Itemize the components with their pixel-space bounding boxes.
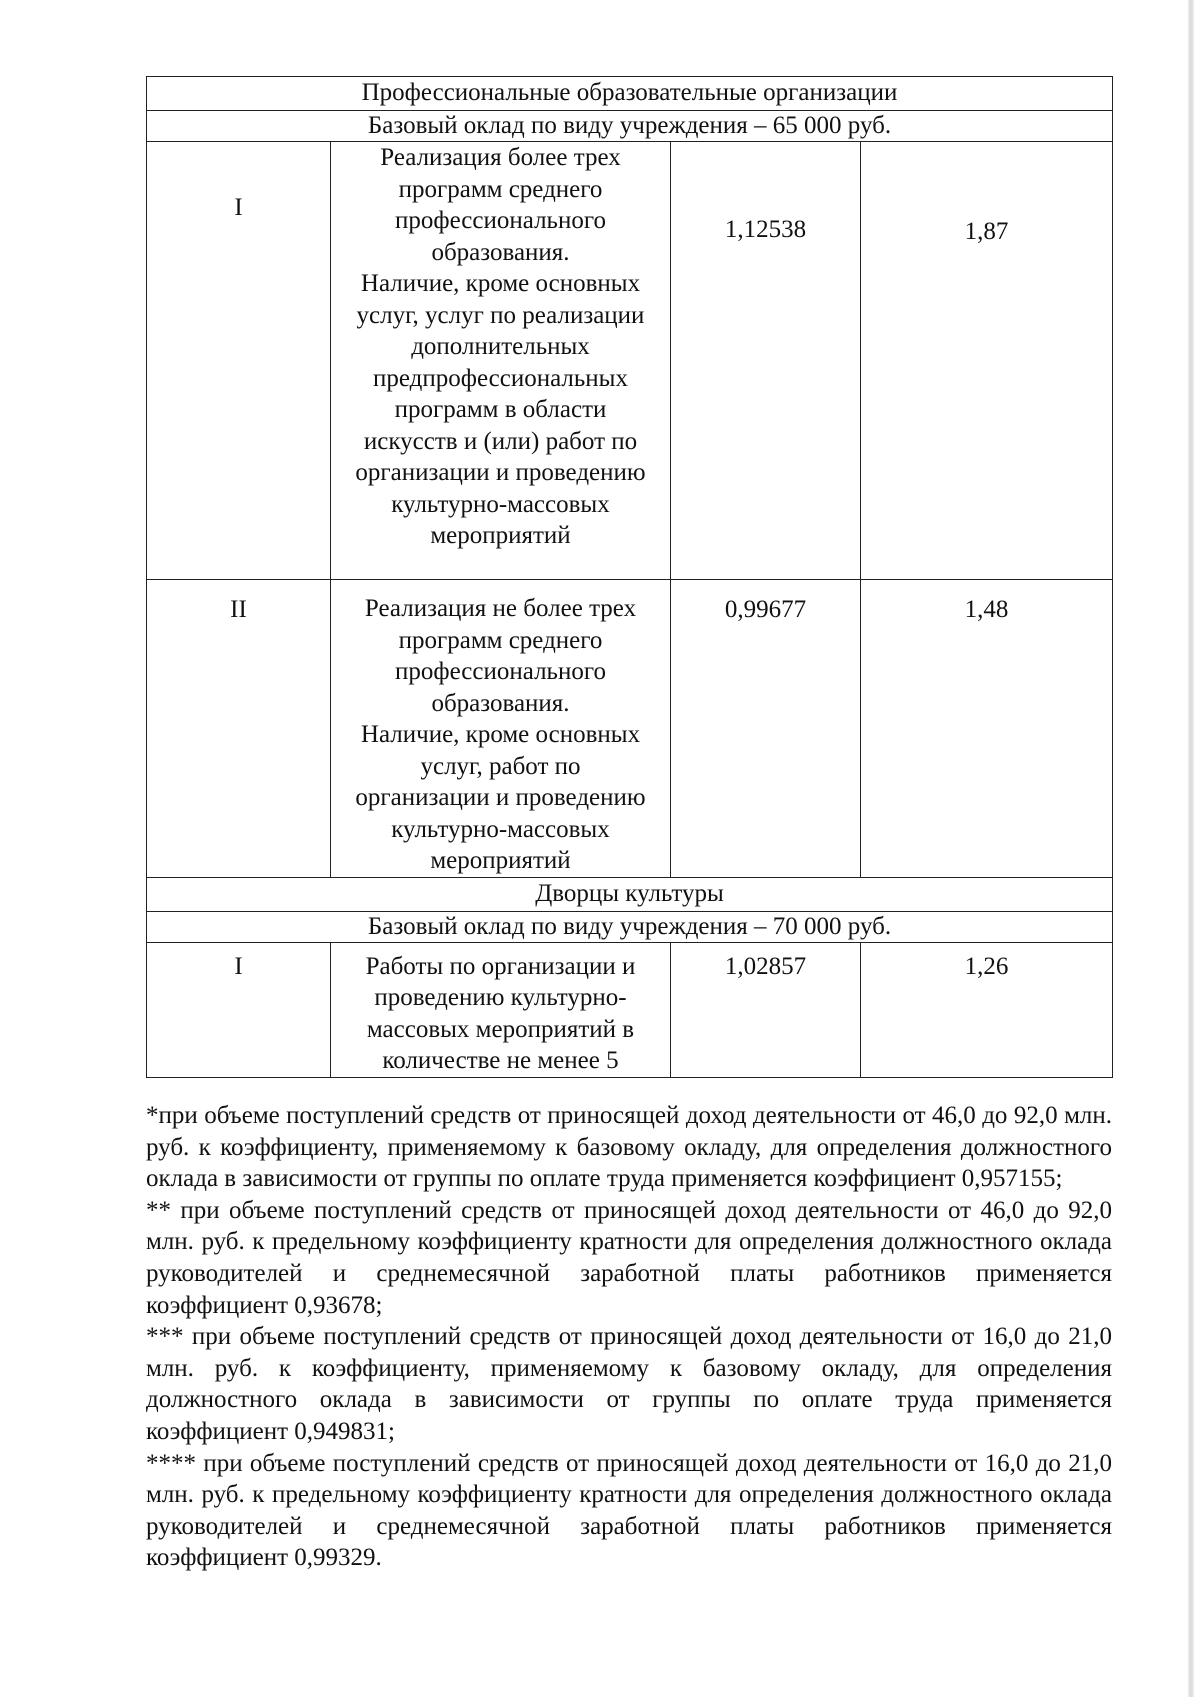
coefficient-cell: 1,02857 [671, 942, 861, 1077]
section-title: Дворцы культуры [147, 877, 1113, 911]
footnote-2: ** при объеме поступлений средств от приносящей доход деятельности от 46,0 до 92,0 млн. руб. к предельному коэффициенту кратности для определения должностного оклада руководителей и среднемесячной заработной платы работников применяется коэффициент 0,93678; [146, 1196, 1112, 1319]
description-line: организации и проведению [355, 459, 646, 486]
description-cell [331, 942, 671, 1077]
description-cell [331, 580, 671, 878]
section-title: Профессиональные образовательные организации [147, 77, 1113, 111]
description-line: услуг, услуг по реализации [356, 301, 645, 329]
table-row [147, 580, 1113, 878]
salary-coefficient-table [146, 76, 1113, 1078]
description-line: профессионального [395, 658, 606, 685]
section-header-row [147, 877, 1113, 911]
coefficient-cell: 1,12538 [671, 142, 861, 580]
footnote-1: *при объеме поступлений средств от приносящей доход деятельности от 46,0 до 92,0 млн. руб. к коэффициенту, применяемому к базовому окладу, для определения должностного оклада в зависимости от группы по оплате труда применяется коэффициент 0,957155; [146, 1102, 1112, 1193]
table-row [147, 142, 1113, 580]
description-line: образования. [431, 689, 570, 717]
description-line: массовых мероприятий в [366, 1015, 635, 1043]
base-salary-label: Базовый оклад по виду учреждения – 70 000 руб. [147, 911, 1113, 942]
multiplicity-cell: 1,48 [861, 580, 1113, 878]
description-line: программ среднего [398, 626, 603, 654]
group-cell: I [147, 142, 331, 580]
multiplicity-cell: 1,87 [861, 142, 1113, 580]
description-line: организации и проведению [355, 784, 646, 811]
description-line: количестве не менее 5 [382, 1047, 619, 1074]
page-edge-shadow [1188, 0, 1194, 1697]
description-line: профессионального [395, 207, 606, 234]
description-line: Реализация более трех [380, 144, 621, 171]
description-line: услуг, работ по [420, 752, 581, 780]
description-line: программ в области [394, 396, 607, 423]
description-cell [331, 142, 671, 580]
footnote-4: **** при объеме поступлений средств от приносящей доход деятельности от 16,0 до 21,0 млн. руб. к предельному коэффициенту кратности для определения должностного оклада руководителей и среднемесячной заработной платы работников применяется коэффициент 0,99329. [146, 1449, 1112, 1572]
description-line: Наличие, кроме основных [360, 270, 641, 297]
coefficient-cell: 0,99677 [671, 580, 861, 878]
description-line: Реализация не более трех [364, 595, 637, 622]
description-line: предпрофессиональных [373, 364, 628, 392]
description-line: Наличие, кроме основных [360, 721, 641, 748]
description-line: Работы по организации и [365, 952, 636, 980]
multiplicity-cell: 1,26 [861, 942, 1113, 1077]
description-line: искусств и (или) работ по [363, 427, 638, 455]
group-cell: I [147, 942, 331, 1077]
description-line: образования. [431, 238, 570, 266]
base-salary-row [147, 111, 1113, 142]
footnotes [146, 1100, 1112, 1574]
description-line: дополнительных [411, 333, 590, 360]
table-row [147, 942, 1113, 1077]
section-header-row [147, 77, 1113, 111]
base-salary-row [147, 911, 1113, 942]
footnote-3: *** при объеме поступлений средств от приносящей доход деятельности от 16,0 до 21,0 млн. руб. к коэффициенту, применяемому к базовому окладу, для определения должностного оклада в зависимости от группы по оплате труда применяется коэффициент 0,949831; [146, 1323, 1112, 1445]
description-line: программ среднего [398, 175, 603, 203]
group-cell: II [147, 580, 331, 878]
description-line: мероприятий [430, 522, 571, 549]
base-salary-label: Базовый оклад по виду учреждения – 65 000 руб. [147, 111, 1113, 142]
description-line: культурно-массовых [391, 490, 610, 518]
description-line: культурно-массовых [391, 815, 610, 843]
description-line: мероприятий [430, 847, 571, 874]
description-line: проведению культурно- [374, 984, 627, 1011]
